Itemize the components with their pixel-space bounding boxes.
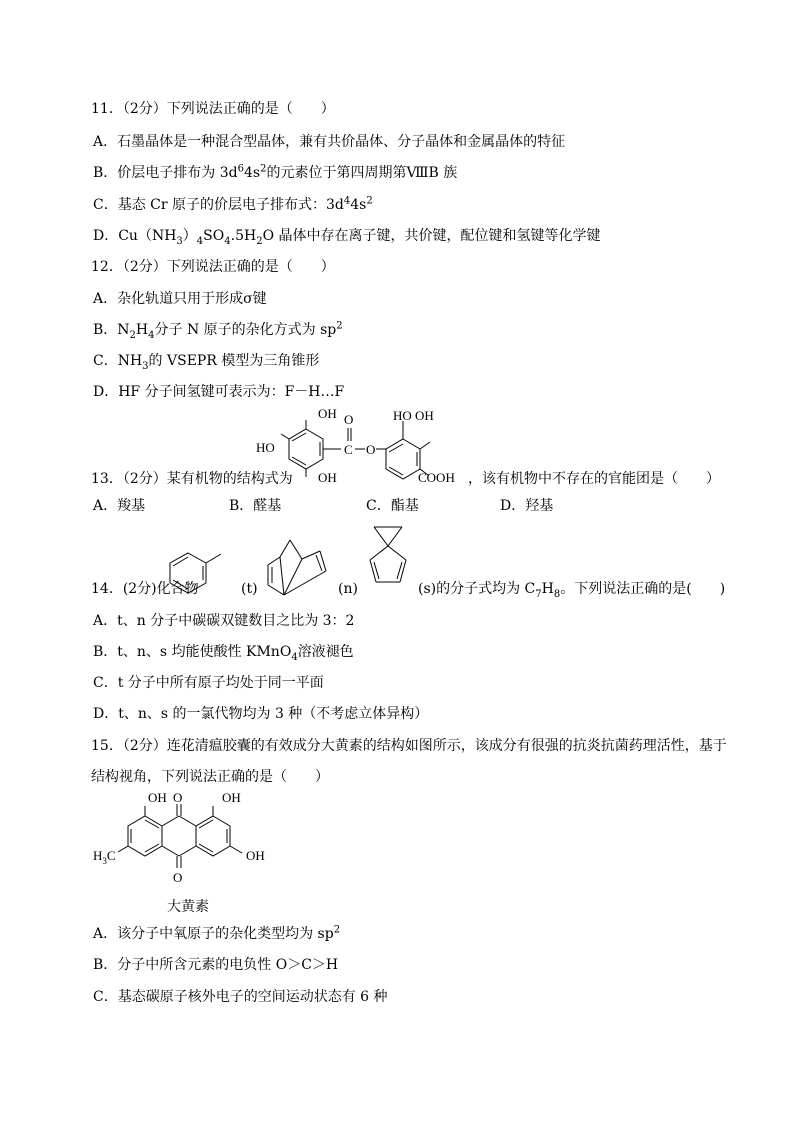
q13-label-ho-oh: HO OH: [393, 408, 434, 423]
q13-label-oh-bottom: OH: [318, 470, 337, 485]
q15-label-h: H: [93, 848, 103, 863]
q13-option-b: B．醛基: [229, 498, 282, 514]
q15-label-o-bottom: O: [173, 870, 183, 885]
q13-stem-pre: 13．（2分）某有机物的结构式为: [91, 471, 293, 487]
q15-option-b: B．分子中所含元素的电负性 O＞C＞H: [93, 957, 339, 973]
q14-stem-b: (s)的分子式均为 $C_7H_8$。下列说法正确的是( ): [418, 581, 726, 600]
q12-option-c: C．$NH_3$的 VSEPR 模型为三角锥形: [93, 353, 320, 372]
q13-label-c: C: [344, 442, 353, 457]
q14-option-a: A．t、n 分子中碳碳双键数目之比为 3：2: [93, 613, 355, 629]
q15-stem-line1: 15．（2分）连花清瘟胶囊的有效成分大黄素的结构如图所示，该成分有很强的抗炎抗菌药理活性，基于: [91, 738, 727, 754]
q11-option-b: B．价层电子排布为 $3d^64s^2$的元素位于第四周期第ⅧB 族: [93, 163, 458, 181]
q12-option-d: D．HF 分子间氢键可表示为：F－H…F: [93, 384, 345, 400]
q13-label-cooh: COOH: [418, 470, 455, 485]
q13-label-ester-o: O: [366, 442, 376, 457]
q15-label-o-top: O: [173, 790, 183, 805]
q14-option-d: D．t、n、s 的一氯代物均为 3 种（不考虑立体异构）: [93, 706, 429, 722]
q15-structure-caption: 大黄素: [167, 899, 209, 915]
q13-label-carbonyl-o: O: [344, 412, 354, 427]
q11-option-d: D．$Cu(NH_3)_4SO_4.5H_2O$ 晶体中存在离子键，共价键，配位键和氢键等化学键: [93, 228, 601, 247]
q15-label-3: 3: [102, 856, 107, 866]
q13-stem-post: ，该有机物中不存在的官能团是（ ）: [468, 471, 720, 487]
q11-stem: 11．（2分）下列说法正确的是（ ）: [91, 101, 335, 117]
q15-label-c: C: [106, 848, 116, 863]
q13-option-a: A．羧基: [93, 498, 146, 514]
q15-label-oh-left: OH: [148, 790, 167, 805]
q12-option-a: A．杂化轨道只用于形成σ键: [93, 291, 267, 307]
q15-emodin-structure: [90, 788, 300, 888]
q13-label-oh-top: OH: [318, 406, 337, 421]
q11-option-c: C．基态 Cr 原子的价层电子排布式：$3d^44s^2$: [93, 195, 373, 213]
q11-option-a: A．石墨晶体是一种混合型晶体，兼有共价晶体、分子晶体和金属晶体的特征: [93, 134, 566, 150]
q14-label-t: (t): [241, 581, 258, 597]
q14-option-c: C．t 分子中所有原子均处于同一平面: [93, 675, 324, 691]
q13-label-ho-left: HO: [256, 440, 275, 455]
q15-label-oh-right: OH: [222, 790, 241, 805]
q15-stem-line2: 结构视角，下列说法正确的是（ ）: [91, 769, 329, 785]
q14-norbornadiene-structure: [262, 537, 338, 599]
svg-text:H3C: [93, 848, 116, 866]
q15-option-a: A．该分子中氧原子的杂化类型均为 $sp^2$: [93, 924, 341, 942]
q12-option-b: B．$N_2H_4$分子 N 原子的杂化方式为 $sp^2$: [93, 320, 343, 341]
q14-label-n: (n): [338, 581, 358, 597]
q15-option-c: C．基态碳原子核外电子的空间运动状态有 6 种: [93, 989, 388, 1005]
q13-option-c: C．酯基: [366, 498, 419, 514]
q15-label-oh-bottom-right: OH: [246, 848, 265, 863]
q13-option-d: D．羟基: [500, 498, 554, 514]
q14-option-b: B．t、n、s 均能使酸性 KMnO$_4$溶液褪色: [93, 644, 354, 663]
q12-stem: 12．（2分）下列说法正确的是（ ）: [91, 259, 335, 275]
q14-spiro-structure: [360, 524, 414, 596]
q14-stem-a: 14．(2分)化合物: [91, 581, 199, 597]
